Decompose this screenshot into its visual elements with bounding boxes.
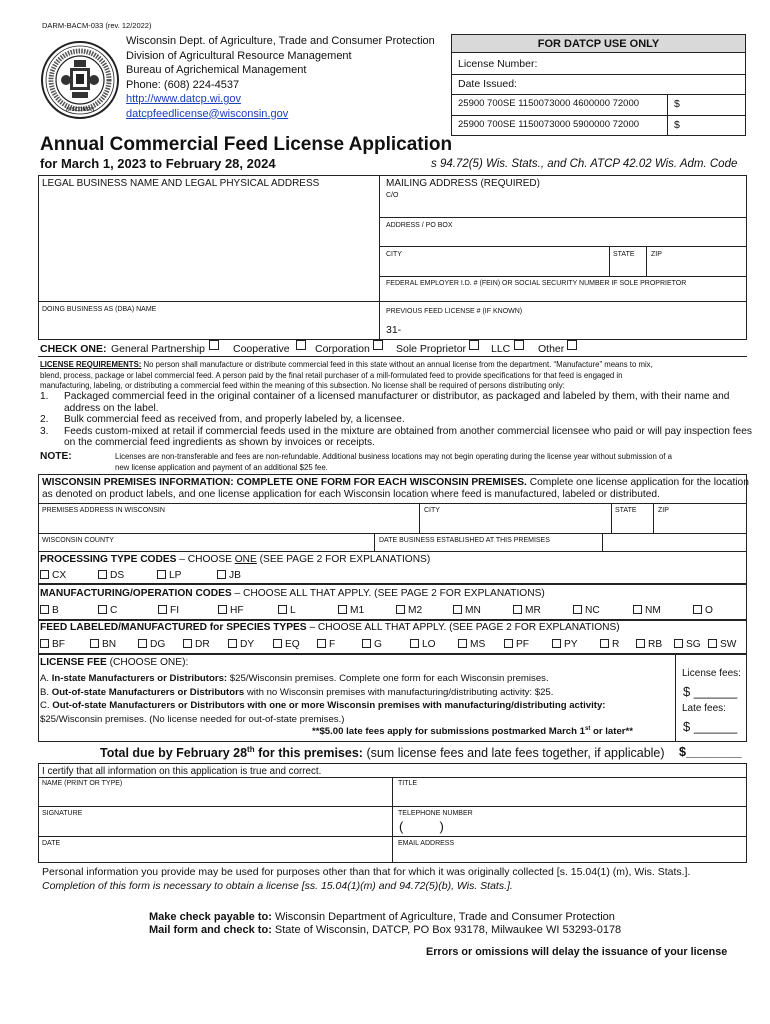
requirements-heading: LICENSE REQUIREMENTS:	[40, 360, 142, 369]
operation-c	[98, 605, 117, 616]
payment-instructions: Make check payable to: Wisconsin Department of Agriculture, Trade and Consumer Protection Mail form and check to: State of Wisconsin, DATCP, PO Box 93178, Milwaukee WI 53293-0178	[149, 911, 622, 936]
species-bf	[40, 639, 65, 650]
species-code-label: G	[374, 639, 382, 650]
species-code-label: R	[612, 639, 620, 650]
email-address-label: EMAIL ADDRESS	[398, 840, 455, 847]
mail-to-label: Mail form and check to:	[149, 924, 272, 936]
cooperative-checkbox[interactable]	[296, 340, 306, 350]
species-g	[362, 639, 382, 650]
agency-phone: Phone: (608) 224-4537	[126, 78, 240, 91]
license-fees-label: License fees:	[682, 668, 741, 679]
operation-code-label: C	[110, 605, 118, 616]
operation-b-checkbox[interactable]	[40, 605, 49, 614]
legal-name-label: LEGAL BUSINESS NAME AND LEGAL PHYSICAL ADDRESS	[42, 178, 320, 189]
operation-nm	[633, 605, 661, 616]
operation-m2	[396, 605, 422, 616]
care-of-label: C/O	[386, 192, 399, 199]
statute-reference: s 94.72(5) Wis. Stats., and Ch. ATCP 42.02 Wis. Adm. Code	[431, 158, 738, 170]
species-code-label: MS	[470, 639, 486, 650]
operation-code-row	[40, 605, 745, 618]
species-sg	[674, 639, 701, 650]
mailing-address-label: MAILING ADDRESS (REQUIRED)	[386, 178, 540, 189]
page-title: Annual Commercial Feed License Application	[40, 134, 453, 155]
species-pf	[504, 639, 529, 650]
species-code-label: BF	[52, 639, 66, 650]
operation-code-label: O	[705, 605, 713, 616]
species-f	[317, 639, 335, 650]
errors-warning: Errors or omissions will delay the issuance of your license	[426, 946, 728, 958]
operation-mn	[453, 605, 481, 616]
general-partnership-checkbox[interactable]	[209, 340, 219, 350]
agency-division: Division of Agricultural Resource Management	[126, 49, 352, 62]
total-due-label: Total due by February 28th for this premises: (sum license fees and late fees together, if applicable)	[100, 745, 665, 761]
species-code-label: SW	[720, 639, 737, 650]
amount-1-dollar: $	[674, 98, 680, 110]
license-fees-amount[interactable]: $ ______	[683, 684, 738, 699]
fein-label: FEDERAL EMPLOYER I.D. # (FEIN) OR SOCIAL SECURITY NUMBER IF SOLE PROPRIETOR	[386, 280, 687, 287]
option-cooperative-label: Cooperative	[233, 343, 290, 355]
account-code-2: 25900 700SE 1150073000 5900000 72000	[458, 119, 640, 130]
processing-lp-checkbox[interactable]	[157, 570, 166, 579]
late-fees-amount[interactable]: $ ______	[683, 719, 738, 734]
name-label: NAME (PRINT OR TYPE)	[42, 780, 123, 787]
processing-jb: JB	[217, 570, 241, 581]
telephone-label: TELEPHONE NUMBER	[398, 810, 473, 817]
license-requirements: LICENSE REQUIREMENTS: No person shall manufacture or distribute commercial feed in this state without an annual license from the department. “Manufacture” means to mix, blend, process, package or label commercial feed. A person paid by the final retail purchaser of a mill-formulated feed to provide specifications for that feed is engaged in manufacturing, labeling, or distributing a commercial feed within the meaning of this subsection. No license shall be required of persons distributing only:	[40, 360, 653, 390]
option-sole-proprietor-label: Sole Proprietor	[396, 343, 467, 355]
requirement-1: 1. Packaged commercial feed in the original container of a licensed manufacturer or distributor, as packaged and labeled by them, with their name and	[40, 391, 730, 402]
species-code-label: PY	[564, 639, 578, 650]
website-link[interactable]: http://www.datcp.wi.gov	[126, 93, 241, 105]
date-established-label: DATE BUSINESS ESTABLISHED AT THIS PREMISES	[379, 537, 550, 544]
certify-statement: I certify that all information on this application is true and correct.	[42, 766, 322, 777]
species-bn-checkbox[interactable]	[90, 639, 99, 648]
operation-heading: MANUFACTURING/OPERATION CODES – CHOOSE ALL THAT APPLY. (SEE PAGE 2 FOR EXPLANATIONS)	[40, 588, 545, 599]
processing-cx: CX	[40, 570, 66, 581]
requirement-3: 3. Feeds custom-mixed at retail if commercial feeds used in the mixture are obtained from another commercial licensee who paid or will pay inspection fees	[40, 425, 752, 437]
species-sg-checkbox[interactable]	[674, 639, 683, 648]
wisconsin-county-label: WISCONSIN COUNTY	[42, 537, 114, 544]
species-r	[600, 639, 619, 650]
species-bn	[90, 639, 116, 650]
species-code-label: EQ	[285, 639, 300, 650]
species-dy	[228, 639, 254, 650]
operation-o	[693, 605, 713, 616]
account-code-1: 25900 700SE 1150073000 4600000 72000	[458, 98, 640, 109]
species-ms	[458, 639, 485, 650]
note-label: NOTE:	[40, 451, 72, 462]
species-code-label: RB	[648, 639, 663, 650]
note-text: Licenses are non-transferable and fees are non-refundable. Additional business locations may not begin operating during the license year without submission of a new license application and payment of an additional $25 fee.	[115, 452, 672, 472]
license-number-label: License Number:	[458, 58, 538, 70]
dba-label: DOING BUSINESS AS (DBA) NAME	[42, 306, 157, 313]
wisconsin-seal-icon	[40, 40, 120, 120]
mailing-state-label: STATE	[613, 251, 635, 258]
fee-option-c: C. Out-of-state Manufacturers or Distributors with one or more Wisconsin premises with manufacturing/distributing activity:	[40, 700, 606, 711]
premises-state-label: STATE	[615, 507, 637, 514]
llc-checkbox[interactable]	[514, 340, 524, 350]
form-id: DARM-BACM-033 (rev. 12/2022)	[42, 21, 152, 30]
premises-city-label: CITY	[424, 507, 440, 514]
species-heading: FEED LABELED/MANUFACTURED for SPECIES TYPES – CHOOSE ALL THAT APPLY. (SEE PAGE 2 FOR EXPLANATIONS)	[40, 622, 620, 633]
operation-mr	[513, 605, 541, 616]
other-checkbox[interactable]	[567, 340, 577, 350]
species-r-checkbox[interactable]	[600, 639, 609, 648]
operation-code-label: NC	[585, 605, 600, 616]
species-code-label: LO	[422, 639, 436, 650]
operation-nc	[573, 605, 600, 616]
privacy-statement: Personal information you provide may be used for purposes other than that for which it was originally collected [s. 15.04(1) (m), Wis. Stats.]. Completion of this form is necessary to obtain a license [ss. 15.04(1)(m) and 94.72(5)(b), Wis. Stats.].	[42, 866, 691, 892]
premises-address-label: PREMISES ADDRESS IN WISCONSIN	[42, 507, 165, 514]
late-fee-note: **$5.00 late fees apply for submissions postmarked March 1st or later**	[312, 726, 634, 738]
email-link[interactable]: datcpfeedlicense@wisconsin.gov	[126, 107, 289, 120]
operation-code-label: NM	[645, 605, 661, 616]
operation-code-label: MR	[525, 605, 541, 616]
operation-hf-checkbox[interactable]	[218, 605, 227, 614]
species-code-label: SG	[686, 639, 701, 650]
check-payable-label: Make check payable to:	[149, 911, 272, 923]
species-g-checkbox[interactable]	[362, 639, 371, 648]
option-general-partnership-label: General Partnership	[111, 343, 205, 355]
title-label: TITLE	[398, 780, 418, 787]
datcp-box-title: FOR DATCP USE ONLY	[451, 34, 746, 53]
operation-code-label: B	[52, 605, 59, 616]
agency-bureau: Bureau of Agrichemical Management	[126, 64, 307, 76]
species-lo-checkbox[interactable]	[410, 639, 419, 648]
processing-ds: DS	[98, 570, 124, 581]
check-one-row	[40, 343, 107, 355]
care-of-input[interactable]	[403, 190, 743, 214]
operation-c-checkbox[interactable]	[98, 605, 107, 614]
operation-nm-checkbox[interactable]	[633, 605, 642, 614]
operation-nc-checkbox[interactable]	[573, 605, 582, 614]
species-ms-checkbox[interactable]	[458, 639, 467, 648]
previous-license-prefix: 31-	[386, 324, 402, 336]
processing-cx-checkbox[interactable]	[40, 570, 49, 579]
operation-o-checkbox[interactable]	[693, 605, 702, 614]
option-other-label: Other	[538, 343, 565, 355]
species-dr	[183, 639, 210, 650]
operation-fi-checkbox[interactable]	[158, 605, 167, 614]
operation-fi	[158, 605, 179, 616]
date-issued-label: Date Issued:	[458, 78, 517, 90]
agency-block	[126, 34, 435, 121]
species-sw	[708, 639, 736, 650]
species-code-label: PF	[516, 639, 530, 650]
species-code-label: BN	[102, 639, 117, 650]
sole-proprietor-checkbox[interactable]	[469, 340, 479, 350]
species-rb	[636, 639, 662, 650]
operation-l-checkbox[interactable]	[278, 605, 287, 614]
date-label: DATE	[42, 840, 61, 847]
operation-code-label: L	[290, 605, 296, 616]
species-sw-checkbox[interactable]	[708, 639, 717, 648]
license-period: for March 1, 2023 to February 28, 2024	[40, 156, 276, 171]
fee-option-b: B. Out-of-state Manufacturers or Distributors with no Wisconsin premises with manufacturing/distributing activity: $25.	[40, 686, 554, 698]
species-dg-checkbox[interactable]	[138, 639, 147, 648]
species-f-checkbox[interactable]	[317, 639, 326, 648]
species-code-label: DR	[195, 639, 210, 650]
fee-option-a: A. In-state Manufacturers or Distributors: $25/Wisconsin premises. Complete one form for each Wisconsin premises.	[40, 673, 549, 684]
check-one-label: CHECK ONE:	[40, 343, 107, 355]
species-code-label: DY	[240, 639, 255, 650]
operation-code-label: M2	[408, 605, 423, 616]
operation-mr-checkbox[interactable]	[513, 605, 522, 614]
processing-lp: LP	[157, 570, 181, 581]
total-due-amount[interactable]: $________	[679, 745, 742, 759]
title-input[interactable]	[398, 789, 743, 805]
species-py-checkbox[interactable]	[552, 639, 561, 648]
mailing-zip-label: ZIP	[651, 251, 662, 258]
telephone-input[interactable]: ( )	[399, 819, 444, 834]
species-rb-checkbox[interactable]	[636, 639, 645, 648]
previous-license-label: PREVIOUS FEED LICENSE # (IF KNOWN)	[386, 308, 523, 315]
operation-b	[40, 605, 59, 616]
operation-m1	[338, 605, 364, 616]
operation-m1-checkbox[interactable]	[338, 605, 347, 614]
species-eq	[273, 639, 300, 650]
species-lo	[410, 639, 436, 650]
agency-name: Wisconsin Dept. of Agriculture, Trade and Consumer Protection	[126, 35, 435, 47]
mailing-address-input[interactable]	[383, 231, 743, 245]
signature-label: SIGNATURE	[42, 810, 83, 817]
late-fees-label: Late fees:	[682, 703, 726, 714]
corporation-checkbox[interactable]	[373, 340, 383, 350]
species-eq-checkbox[interactable]	[273, 639, 282, 648]
premises-zip-label: ZIP	[658, 507, 669, 514]
species-dr-checkbox[interactable]	[183, 639, 192, 648]
license-fee-heading: LICENSE FEE (CHOOSE ONE):	[40, 657, 189, 668]
operation-hf	[218, 605, 244, 616]
address-label: ADDRESS / PO BOX	[386, 222, 453, 229]
amount-2-dollar: $	[674, 119, 680, 131]
species-code-label: F	[329, 639, 336, 650]
species-dy-checkbox[interactable]	[228, 639, 237, 648]
processing-jb-checkbox[interactable]	[217, 570, 226, 579]
option-llc-label: LLC	[491, 343, 511, 355]
processing-ds-checkbox[interactable]	[98, 570, 107, 579]
svg-text:WISCONSIN: WISCONSIN	[65, 107, 95, 113]
dba-input[interactable]	[42, 317, 374, 337]
premises-heading-text: WISCONSIN PREMISES INFORMATION: COMPLETE ONE FORM FOR EACH WISCONSIN PREMISES. Complete one license application for the location as denoted on product labels, and one license application for each Wisconsin location where feed is manufactured, labeled or distributed.	[42, 477, 749, 500]
operation-code-label: HF	[230, 605, 244, 616]
legal-name-input[interactable]	[41, 192, 375, 300]
operation-code-label: MN	[465, 605, 481, 616]
operation-code-label: M1	[350, 605, 365, 616]
processing-heading: PROCESSING TYPE CODES – CHOOSE ONE (SEE PAGE 2 FOR EXPLANATIONS)	[40, 554, 431, 565]
requirements-list: 1. Packaged commercial feed in the original container of a licensed manufacturer or distributor, as packaged and labeled by them, with their name and address on the label. 2. Bulk commercial feed as received from, and properly labeled by, a licensee. 3. Feeds custom-mixed at retail if commercial feeds used in the mixture are obtained from another commercial licensee who paid or will pay inspection fees on the commercial feed ingredients as shown by invoices or receipts.	[40, 391, 752, 449]
operation-code-label: FI	[170, 605, 180, 616]
mailing-city-label: CITY	[386, 251, 402, 258]
name-input[interactable]	[42, 789, 388, 805]
species-bf-checkbox[interactable]	[40, 639, 49, 648]
species-code-label: DG	[150, 639, 166, 650]
species-dg	[138, 639, 165, 650]
species-pf-checkbox[interactable]	[504, 639, 513, 648]
operation-mn-checkbox[interactable]	[453, 605, 462, 614]
fee-options: A. In-state Manufacturers or Distributors: $25/Wisconsin premises. Complete one form for each Wisconsin premises. B. Out-of-state Manufacturers or Distributors with no Wisconsin premises with manufacturing/distributing activity: $25. C. Out-of-state Manufacturers or Distributors with one or more Wisconsin premises with manufacturing/distributing activity: $25/Wisconsin premises. (No license needed for out-of-state premises.)	[40, 673, 606, 725]
operation-l	[278, 605, 296, 616]
species-code-row	[40, 639, 745, 652]
operation-m2-checkbox[interactable]	[396, 605, 405, 614]
requirement-2: 2. Bulk commercial feed as received from, and properly labeled by, a licensee.	[40, 414, 405, 426]
species-py	[552, 639, 578, 650]
option-corporation-label: Corporation	[315, 343, 370, 355]
